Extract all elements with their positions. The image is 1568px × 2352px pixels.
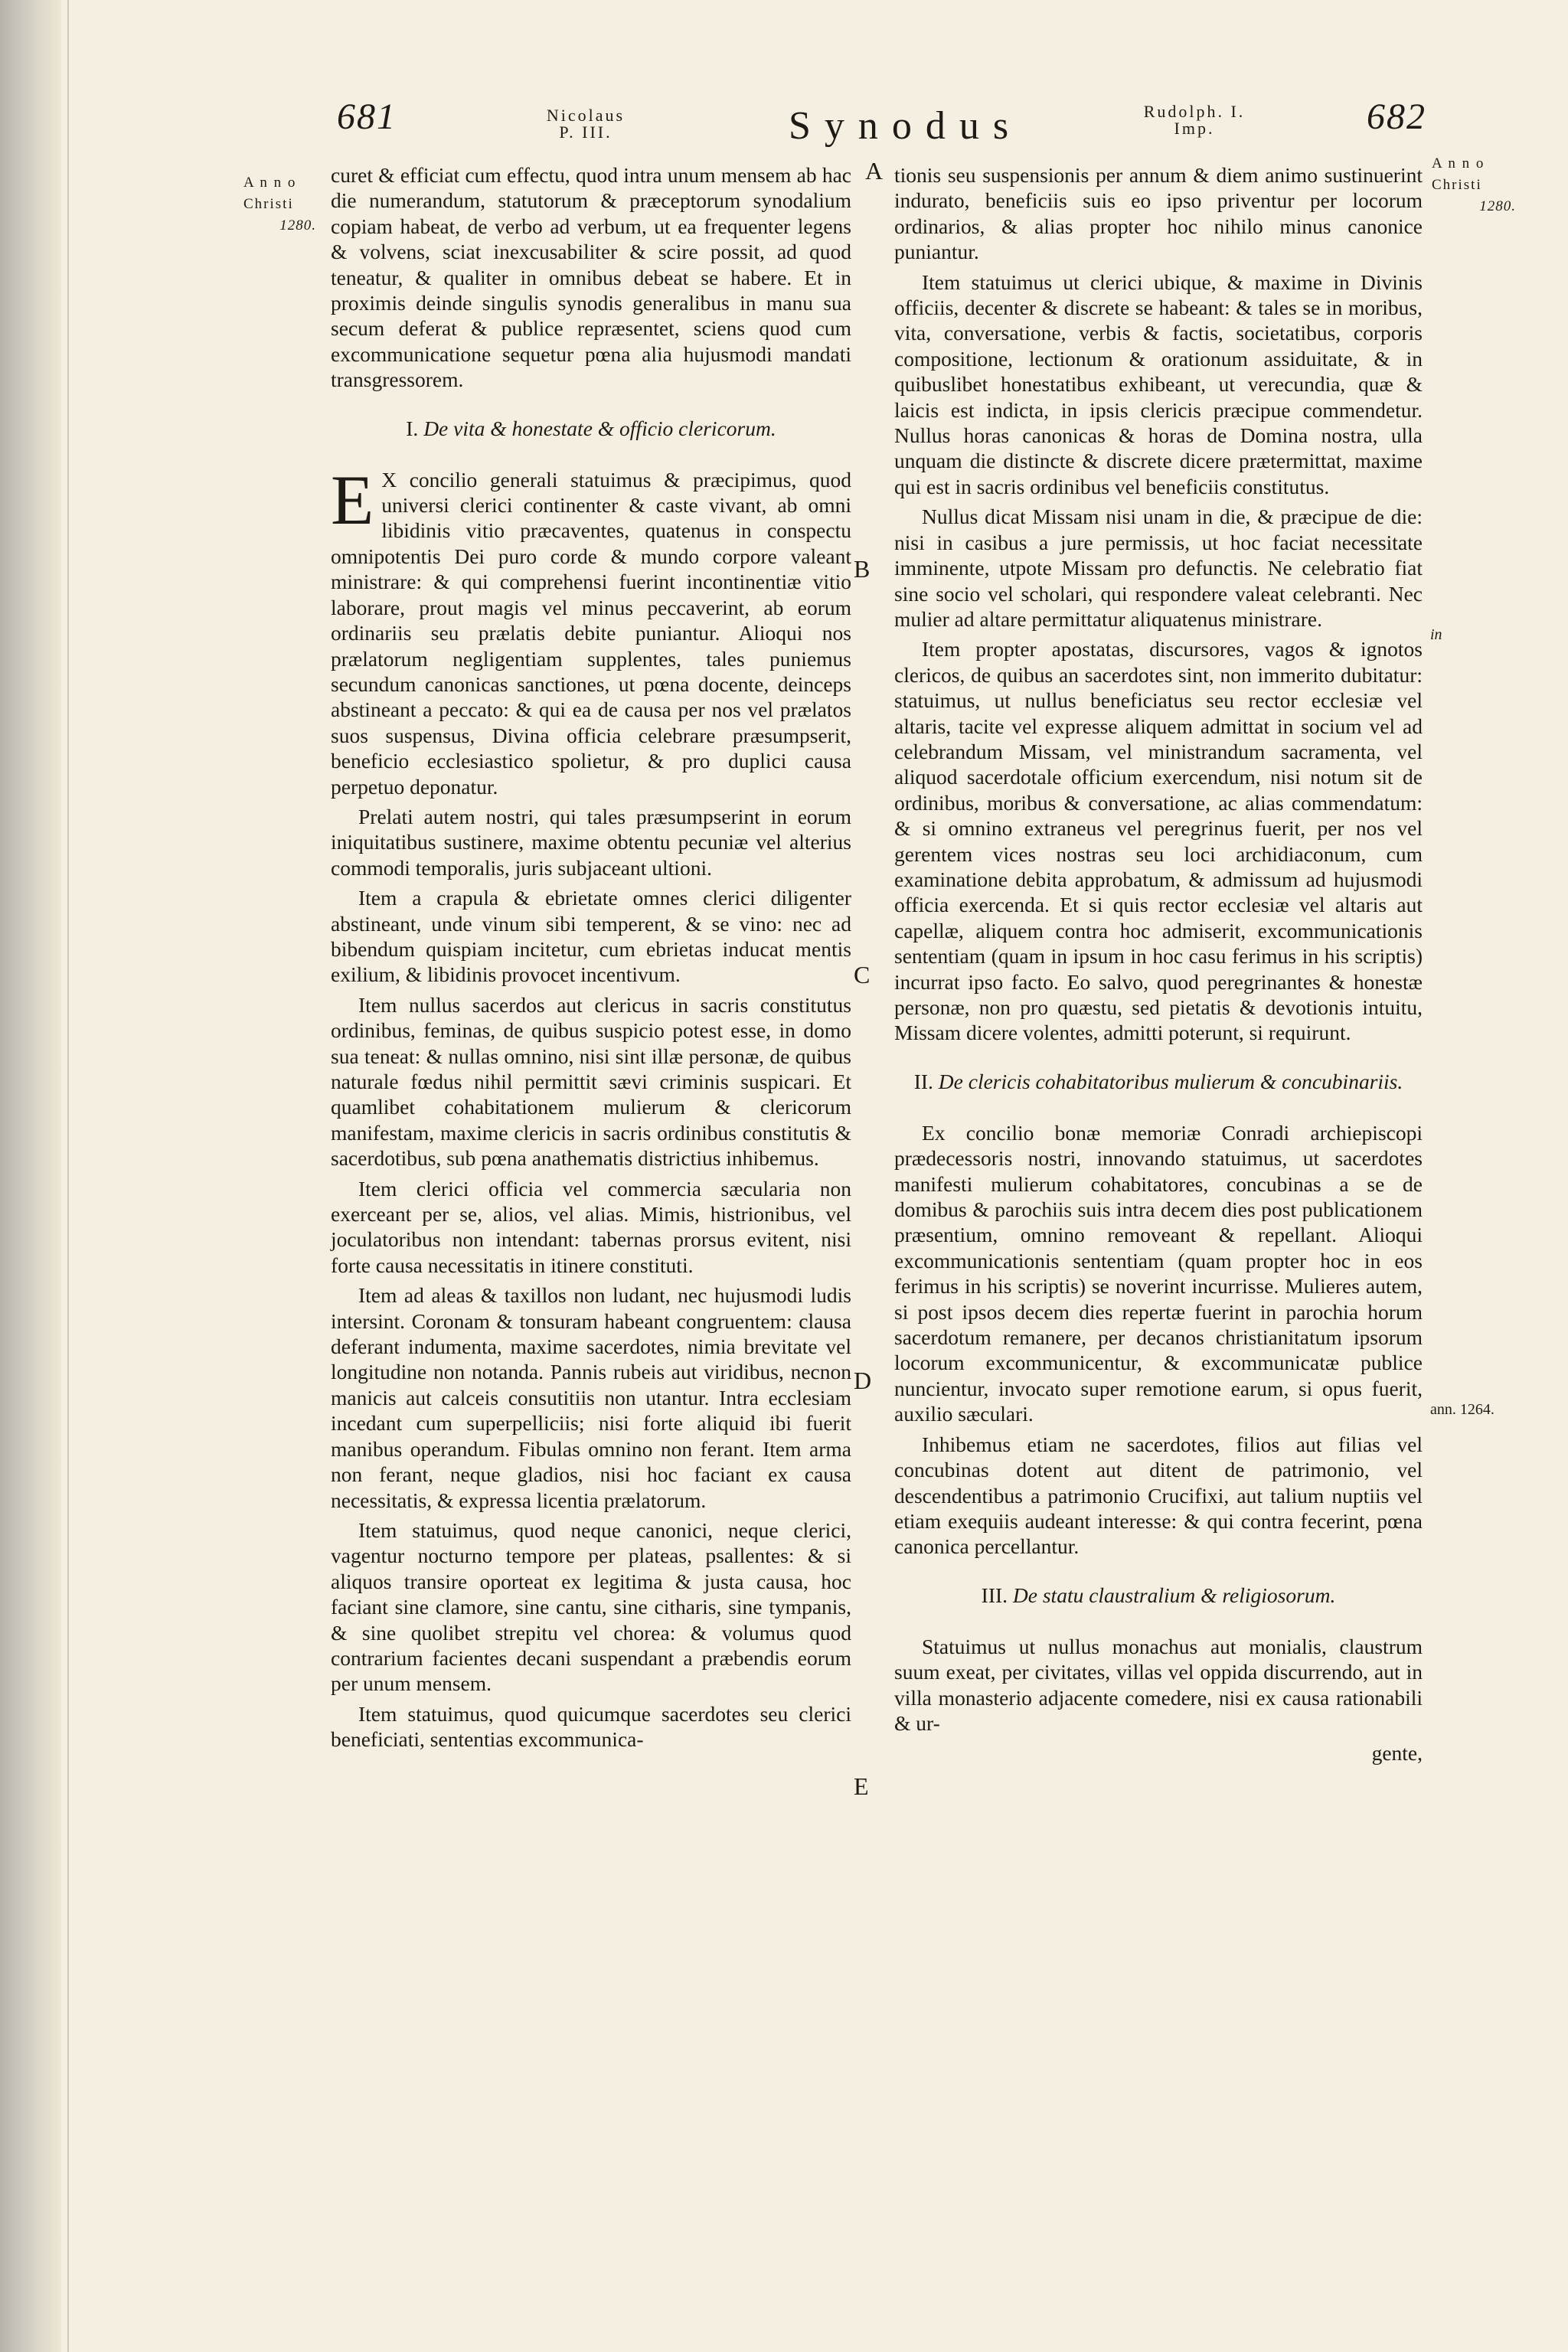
left-paragraph: Item statuimus, quod neque canonici, neque clerici, vagentur nocturno tempore per plateas, psallentes: & si aliquos transire oporteat ex legitima & justa causa, hoc faciant sine clamore, sine cantu, sine citharis, sine tympanis, & sine quolibet strepitu vel chorea: & volumus quod contrarium facientes decani suspendant a præbendis eorum per unum mensem. xyxy=(331,1517,851,1696)
margin-year: 1280. xyxy=(279,217,316,234)
left-paragraph: Item clerici officia vel commercia sæcularia non exerceant per se, alios, vel alias. Mimis, histrionibus, vel joculatoribus non intendant: tabernas prorsus evitent, nisi forte causa necessitatis in itinere constituti. xyxy=(331,1176,851,1277)
right-margin-year xyxy=(1432,153,1516,217)
gutter-line xyxy=(67,0,69,2352)
right-author-title: Imp. xyxy=(1174,119,1215,138)
running-title: Synodus xyxy=(789,104,1023,148)
right-author-name: Rudolph. I. xyxy=(1143,102,1246,121)
margin-year: 1280. xyxy=(1479,198,1516,214)
book-edge xyxy=(0,0,61,2352)
section-number: I. xyxy=(406,416,419,440)
left-author-title: P. III. xyxy=(559,122,612,142)
margin-christi: Christi xyxy=(243,196,294,212)
section-number: III. xyxy=(981,1583,1008,1607)
catchword: gente, xyxy=(1371,1741,1423,1766)
left-paragraph: Item ad aleas & taxillos non ludant, nec hujusmodi ludis intersint. Coronam & tonsuram habeant congruentem: clausa deferant indumenta, maxime sacerdotes, nimia brevitate vel longitudine non notanda. Pannis rubeis aut viridibus, necnon manicis aut calceis consutitiis non utantur. Intra ecclesiam incedant cum superpelliciis; nisi forte aliquid ibi fuerit manibus operandum. Fibulas omnino non ferant. Item arma non ferant, neque gladios, nisi hoc faciant ex causa necessitatis, & expressa licentia prælatorum. xyxy=(331,1283,851,1512)
left-paragraph: Item statuimus, quod quicumque sacerdotes seu clerici beneficiati, sententias excommunica- xyxy=(331,1701,851,1752)
drop-cap: E xyxy=(331,460,374,539)
right-paragraph: Ex concilio bonæ memoriæ Conradi archiepiscopi prædecessoris nostri, innovando statuimus, ut sacerdotes manifesti mulierum cohabitatores, concubinas a se de domibus & parochiis suis intra decem dies post publicationem præsentium, omnino removeant & repellant. Alioqui excommunicationis sententiam (quam propter hoc in eos ferimus in his scriptis) se noverint incurrisse. Mulieres autem, si post ipsos decem dies repertæ fuerint in parochia horum sacerdotum remanere, per decanos christianitatum ipsorum locorum excommunicentur, & excommunicatæ publice nuncientur, invocato super remotione earum, si opus fuerit, auxilio sæculari. xyxy=(894,1120,1423,1426)
section-heading-1 xyxy=(331,416,851,441)
margin-note-ann: ann. 1264. xyxy=(1430,1401,1494,1418)
left-paragraph: Prelati autem nostri, qui tales præsumpserint in eorum iniquitatibus sustinere, maxime obtentu pecuniæ vel alterius commodi temporalis, juris subjaceant ultioni. xyxy=(331,804,851,880)
right-paragraph: Inhibemus etiam ne sacerdotes, filios aut filias vel concubinas dotent aut ditent de patrimonio, vel descendentibus a patrimonio Crucifixi, aut talium nuptiis vel etiam exequiis audeant interesse: & qui contra fecerint, pœna canonica percellantur. xyxy=(894,1432,1423,1559)
section-letter-b: B xyxy=(854,555,871,583)
right-column xyxy=(894,162,1423,1771)
left-page-number: 681 xyxy=(337,96,397,137)
left-column xyxy=(331,162,851,1757)
right-paragraph: Item propter apostatas, discursores, vagos & ignotos clericos, de quibus an sacerdotes sint, non immerito dubitatur: statuimus, ut nullus beneficiatus seu rector ecclesiæ vel altaris, tacite vel expresse aliquem admittat in socium vel ad celebrandum Missam, vel ministrandum sacramenta, vel aliquod sacerdotale officium exercendum, nisi notum sit de ordinibus, moribus & conversatione, ac alias commendatum: & si omnino extraneus vel peregrinus fuerit, per nos vel gerentem vices nostras seu loci archidiaconum, cum examinatione debita approbatum, & admissum ad hujusmodi officia exercenda. Et si quis rector ecclesiæ vel altaris aut capellæ, aliquem contra hoc admiserit, excommunicationis sententiam (quam in ipsum in hoc casu ferimus in his scriptis) incurrat ipso facto. Eo salvo, quod peregrinantes & honestæ personæ, non pro quæstu, sed pietatis & devotionis intuitu, Missam dicere volentes, admitti poterunt, si requirunt. xyxy=(894,637,1423,1045)
right-paragraph: Statuimus ut nullus monachus aut monialis, claustrum suum exeat, per civitates, villas vel oppida discurrendo, aut in villa monasterio adjacente comedere, nisi ex causa rationabili & ur- xyxy=(894,1634,1423,1735)
left-paragraph xyxy=(331,460,851,799)
section-title: De statu claustralium & religiosorum. xyxy=(1012,1583,1336,1607)
left-author xyxy=(528,107,643,141)
margin-anno: A n n o xyxy=(243,175,297,191)
right-paragraph: Item statuimus ut clerici ubique, & maxime in Divinis officiis, decenter & discrete se habeant: & tales se in moribus, vita, conversatione, verbis & factis, societatibus, corporis compositione, lectionum & orationum assiduitate, & in quibuslibet honestatibus exhibeant, ut verecundia, quæ & laicis est indicta, in ipsis clericis præcipue commendetur. Nullus horas canonicas & horas de Domina nostra, ulla unquam die distincte & discrete dicere prætermittat, maxime qui est in sacris ordinibus vel beneficiis constitutus. xyxy=(894,270,1423,498)
left-paragraph: curet & efficiat cum effectu, quod intra unum mensem ab hac die numerandum, statutorum & præceptorum synodalium copiam habeat, de verbo ad verbum, ut ea frequenter legens & volvens, sciat inexcusabiliter & scire possit, ad quod teneatur, & qualiter in omnibus debeat se habere. Et in proximis deinde singulis synodis generalibus in manu sua secum deferat & publice repræsentet, sciens quod cum excommunicatione sequetur pœna alia hujusmodi mandati transgressorem. xyxy=(331,163,851,392)
section-heading-3 xyxy=(894,1583,1423,1608)
left-paragraph: Item a crapula & ebrietate omnes clerici diligenter abstineant, unde vinum sibi temperent, & se vino: nec ad bibendum quispiam incitetur, cum ebrietas inducat mentis exilium, & libidinis provocet incentivum. xyxy=(331,886,851,987)
left-paragraph: Item nullus sacerdos aut clericus in sacris constitutus ordinibus, feminas, de quibus suspicio potest esse, in domo sua teneat: & nullas omnino, nisi sint illæ personæ, de quibus naturale fœdus nihil permittit sævi criminis suspicari. Et quamlibet cohabitationem mulierum & clericorum manifestam, maxime clericis in sacris ordinibus constitutis & sacerdotibus, sub pœna anathematis districtius inhibemus. xyxy=(331,992,851,1171)
section-number: II. xyxy=(913,1069,933,1093)
section-letter-c: C xyxy=(854,961,871,988)
section-letter-a: A xyxy=(865,157,884,185)
section-title: De vita & honestate & officio clericorum. xyxy=(423,416,776,440)
margin-note-in: in xyxy=(1430,626,1442,643)
right-author xyxy=(1129,103,1259,137)
section-title: De clericis cohabitatoribus mulierum & concubinariis. xyxy=(938,1069,1403,1093)
right-page-number: 682 xyxy=(1367,96,1426,137)
section-letter-e: E xyxy=(854,1772,869,1800)
margin-christi: Christi xyxy=(1432,177,1482,193)
section-letter-d: D xyxy=(854,1367,872,1394)
paragraph-text: X concilio generali statuimus & præcipimus, quod universi clerici continenter & caste vivant, ab omni libidinis vitio præcaventes, quatenus in conspectu omnipotentis Dei puro corde & mundo corpore valeant ministrare: & qui comprehensi fuerint incontinentiæ vitio laborare, prout magis vel minus peccaverint, ab eorum ordinariis seu prælatis debite puniantur. Alioqui nos prælatorum negligentiam supplentes, tales puniemus secundum canonicas sanctiones, ut pœna docente, deinceps abstineant a peccato: & qui ea de causa per nos vel prælatos suos suspensus, Divina officia celebrare præsumpserit, beneficio ecclesiastico spolietur, & pro duplici causa perpetuo deponatur. xyxy=(331,467,851,799)
right-paragraph: Nullus dicat Missam nisi unam in die, & præcipue de die: nisi in casibus a jure permissis, ut hoc faciat necessitate imminente, utpote Missam pro defunctis. Ne celebratio fiat sine socio vel scholari, qui respondere valeat celebranti. Nec mulier ad altare permittatur aliquatenus ministrare. xyxy=(894,505,1423,631)
right-paragraph: tionis seu suspensionis per annum & diem animo sustinuerint indurato, beneficiis suis eo ipso priventur per locorum ordinarios, & alias propter hoc nihilo minus canonice puniantur. xyxy=(894,163,1423,264)
section-heading-2 xyxy=(894,1069,1423,1094)
margin-anno: A n n o xyxy=(1432,155,1485,172)
left-author-name: Nicolaus xyxy=(546,106,626,125)
left-margin-year xyxy=(243,172,316,237)
